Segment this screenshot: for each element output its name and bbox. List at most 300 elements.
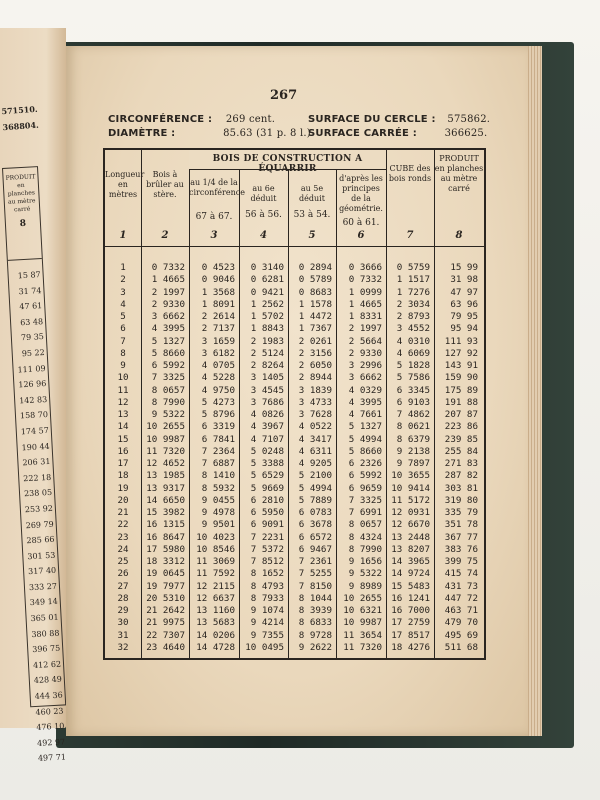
col-header-1: Longueur en mètres <box>105 170 145 199</box>
table-cell: 5 6529 <box>250 470 284 482</box>
table-cell: 32 <box>117 641 129 653</box>
table-cell: 4 3995 <box>151 323 185 335</box>
table-cell: 5 <box>120 311 126 322</box>
table-cell: 3 1405 <box>250 372 284 384</box>
table-cell: 5 3388 <box>250 458 284 469</box>
table-cell: 3 7628 <box>298 409 332 420</box>
table-cell: 13 2448 <box>391 531 430 543</box>
table-cell: 6 <box>120 323 126 335</box>
table-cell: 11 7592 <box>196 568 235 580</box>
rows-col-8 <box>434 262 478 654</box>
table-cell: 27 <box>117 580 129 592</box>
table-cell: 19 <box>117 482 129 494</box>
table-cell: 19 0645 <box>146 568 185 580</box>
circumference-value: 269 cent. <box>225 114 276 125</box>
left-page-table <box>2 166 67 764</box>
table-cell: 11 7320 <box>146 445 185 457</box>
left-row: 142 83 <box>18 394 48 406</box>
table-cell: 9 5322 <box>151 409 185 420</box>
table-cell: 351 78 <box>444 519 478 531</box>
table-cell: 10 8546 <box>196 543 235 555</box>
rows-col-7 <box>386 262 430 654</box>
table-cell: 2 3156 <box>298 347 332 359</box>
table-cell: 2 7137 <box>201 323 235 335</box>
table-cell: 2 3034 <box>396 298 430 310</box>
table-cell: 447 72 <box>444 592 478 604</box>
square-surface-value: 366625. <box>444 128 488 139</box>
table-cell: 127 92 <box>444 347 478 359</box>
table-cell: 6 9103 <box>396 396 430 408</box>
col-header-8: PRODUIT en planches au mètre carré <box>434 154 484 193</box>
table-cell: 5 1327 <box>151 335 185 347</box>
diameter-line <box>108 128 311 139</box>
table-cell: 143 91 <box>444 360 478 371</box>
table-cell: 16 8647 <box>146 531 185 543</box>
table-cell: 8 4324 <box>348 531 382 543</box>
table-cell: 335 79 <box>444 507 478 518</box>
table-cell: 5 8660 <box>348 445 382 457</box>
col-number-3: 3 <box>210 230 218 241</box>
col-number-4: 4 <box>260 230 267 241</box>
cubage-table <box>103 148 486 660</box>
table-cell: 6 5992 <box>151 360 185 371</box>
col-number-5: 5 <box>308 230 316 241</box>
table-cell: 31 98 <box>450 274 478 286</box>
left-row: 476 10 <box>36 721 65 733</box>
table-cell: 2 9330 <box>151 298 185 310</box>
left-row: 497 71 <box>37 752 67 764</box>
table-cell: 479 70 <box>444 617 478 629</box>
table-cell: 6 3678 <box>298 519 332 531</box>
col-number-7: 7 <box>406 230 414 241</box>
col-number-8: 8 <box>455 230 463 241</box>
left-column-number: 8 <box>19 218 27 230</box>
table-cell: 7 8150 <box>298 580 332 592</box>
col-sub-3: 67 à 67. <box>195 212 233 222</box>
table-cell: 13 9317 <box>146 482 185 494</box>
table-cell: 287 82 <box>444 470 478 482</box>
col-header-5: au 5e déduit <box>299 184 325 203</box>
table-cell: 13 8207 <box>391 543 430 555</box>
table-cell: 6 3345 <box>396 384 430 396</box>
left-top-value: 368804. <box>2 119 40 133</box>
table-cell: 7 8512 <box>250 556 284 567</box>
rows-col-4 <box>239 262 284 654</box>
left-row: 111 09 <box>17 363 46 375</box>
left-row: 349 14 <box>29 597 59 608</box>
group-header: BOIS DE CONSTRUCTION A ÉQUARRIR <box>212 154 363 174</box>
table-cell: 6 2326 <box>348 458 382 469</box>
left-row: 95 22 <box>21 347 45 359</box>
table-cell: 5 7586 <box>396 372 430 384</box>
table-cell: 0 5789 <box>298 274 332 286</box>
table-cell: 5 2100 <box>298 470 332 482</box>
table-cell: 1 5702 <box>250 311 284 322</box>
table-cell: 0 9046 <box>201 274 235 286</box>
left-row: 174 57 <box>20 425 50 437</box>
table-cell: 3 7686 <box>250 396 284 408</box>
table-cell: 18 3312 <box>146 556 185 567</box>
table-cell: 63 96 <box>450 298 478 310</box>
table-cell: 3 6182 <box>201 347 235 359</box>
table-cell: 5 1327 <box>348 421 382 433</box>
table-cell: 9 7355 <box>250 629 284 641</box>
left-row: 79 35 <box>20 332 45 343</box>
table-cell: 0 4523 <box>201 262 235 273</box>
table-cell: 23 4640 <box>146 641 185 653</box>
table-cell: 2 5124 <box>250 347 284 359</box>
table-cell: 5 4273 <box>201 396 235 408</box>
circumference-label: CIRCONFÉRENCE : <box>108 114 213 125</box>
table-cell: 10 2655 <box>146 421 185 433</box>
left-column-header: PRODUIT en planches au mètre carré 8 <box>3 167 42 261</box>
square-surface-label: SURFACE CARRÉE : <box>308 128 417 139</box>
table-cell: 0 3666 <box>348 262 382 273</box>
table-cell: 415 74 <box>444 568 478 580</box>
table-cell: 11 5172 <box>391 494 430 506</box>
table-cell: 4 0522 <box>298 421 332 433</box>
table-cell: 0 8683 <box>298 286 332 298</box>
left-row: 126 96 <box>18 379 47 390</box>
group-header-cell <box>189 150 386 174</box>
table-cell: 4 6311 <box>298 445 332 457</box>
table-cell: 18 4276 <box>391 641 430 653</box>
table-cell: 4 7661 <box>348 409 382 420</box>
left-row: 206 31 <box>22 456 51 468</box>
table-cell: 20 5310 <box>146 592 185 604</box>
table-cell: 29 <box>117 605 129 616</box>
table-cell: 7 5372 <box>250 543 284 555</box>
table-cell: 21 2642 <box>146 605 185 616</box>
left-row: 47 61 <box>19 301 43 312</box>
table-cell: 5 1828 <box>396 360 430 371</box>
table-cell: 1 2562 <box>250 298 284 310</box>
table-cell: 24 <box>117 543 129 555</box>
table-cell: 2 6050 <box>298 360 332 371</box>
table-cell: 14 9724 <box>391 568 430 580</box>
table-cell: 18 <box>117 470 129 482</box>
table-cell: 12 4652 <box>146 458 185 469</box>
left-row: 190 44 <box>21 441 50 452</box>
table-cell: 1 1578 <box>298 298 332 310</box>
table-cell: 6 0783 <box>298 507 332 518</box>
table-cell: 159 90 <box>444 372 478 384</box>
table-cell: 11 3069 <box>196 556 235 567</box>
table-cell: 8 <box>120 347 126 359</box>
table-cell: 10 9987 <box>343 617 382 629</box>
table-cell: 8 0657 <box>151 384 185 396</box>
table-cell: 1 1517 <box>396 274 430 286</box>
table-cell: 2 8944 <box>298 372 332 384</box>
table-cell: 12 0931 <box>391 507 430 518</box>
table-cell: 7 5255 <box>298 568 332 580</box>
rows-col-2 <box>141 262 185 654</box>
col-header-6: d'après les principes de la géométrie. <box>339 174 383 213</box>
table-cell: 8 4793 <box>250 580 284 592</box>
table-cell: 6 9659 <box>348 482 382 494</box>
table-cell: 14 6650 <box>146 494 185 506</box>
table-cell: 47 97 <box>450 286 478 298</box>
table-cell: 8 3939 <box>298 605 332 616</box>
table-cell: 26 <box>117 568 129 580</box>
left-row: 412 62 <box>32 659 62 670</box>
table-cell: 13 <box>117 409 129 420</box>
table-cell: 4 3417 <box>298 433 332 445</box>
left-row: 396 75 <box>32 643 61 655</box>
table-cell: 14 4728 <box>196 641 235 653</box>
table-cell: 5 7889 <box>298 494 332 506</box>
diameter-value: 85.63 (31 p. 8 l.) <box>223 128 311 139</box>
table-cell: 0 9421 <box>250 286 284 298</box>
table-cell: 3 6662 <box>151 311 185 322</box>
table-cell: 8 1044 <box>298 592 332 604</box>
table-cell: 4 3995 <box>348 396 382 408</box>
table-cell: 95 94 <box>450 323 478 335</box>
left-row: 158 70 <box>19 410 49 421</box>
table-cell: 1 7367 <box>298 323 332 335</box>
table-cell: 175 89 <box>444 384 478 396</box>
col-sub-5: 53 à 54. <box>293 210 331 220</box>
table-cell: 2 9330 <box>348 347 382 359</box>
table-cell: 11 <box>117 384 129 396</box>
table-cell: 5 4994 <box>298 482 332 494</box>
table-cell: 4 9205 <box>298 458 332 469</box>
left-row: 222 18 <box>23 472 52 484</box>
table-cell: 1 0999 <box>348 286 382 298</box>
table-cell: 191 88 <box>444 396 478 408</box>
table-cell: 15 3982 <box>146 507 185 518</box>
table-cell: 6 2810 <box>250 494 284 506</box>
table-cell: 10 4023 <box>196 531 235 543</box>
table-cell: 17 5980 <box>146 543 185 555</box>
table-cell: 9 <box>120 360 126 371</box>
table-cell: 8 6379 <box>396 433 430 445</box>
table-cell: 3 4552 <box>396 323 430 335</box>
table-cell: 463 71 <box>444 605 478 616</box>
col-sub-4: 56 à 56. <box>245 210 282 220</box>
table-cell: 17 8517 <box>391 629 430 641</box>
table-cell: 7 2231 <box>250 531 284 543</box>
circle-surface-label: SURFACE DU CERCLE : <box>308 114 436 125</box>
table-cell: 9 8989 <box>348 580 382 592</box>
table-cell: 13 1160 <box>196 605 235 616</box>
table-cell: 2 5664 <box>348 335 382 347</box>
circle-surface-line <box>308 114 490 125</box>
rows-col-1 <box>105 262 141 654</box>
table-cell: 223 86 <box>444 421 478 433</box>
table-cell: 3 1839 <box>298 384 332 396</box>
table-cell: 4 0329 <box>348 384 382 396</box>
left-row: 301 53 <box>27 550 56 561</box>
table-cell: 1 8331 <box>348 311 382 322</box>
col-number-6: 6 <box>357 230 365 241</box>
table-cell: 7 4862 <box>396 409 430 420</box>
table-cell: 9 0455 <box>201 494 235 506</box>
table-cell: 0 7332 <box>348 274 382 286</box>
table-cell: 6 6572 <box>298 531 332 543</box>
col-number-1: 1 <box>119 230 127 241</box>
table-cell: 4 7107 <box>250 433 284 445</box>
table-cell: 8 6833 <box>298 617 332 629</box>
table-cell: 7 2364 <box>201 445 235 457</box>
col-header-7: CUBE des bois ronds <box>388 164 432 183</box>
table-cell: 367 77 <box>444 531 478 543</box>
table-cell: 511 68 <box>444 641 478 653</box>
table-cell: 1 4665 <box>151 274 185 286</box>
left-page-top-values <box>1 101 39 135</box>
table-cell: 9 9501 <box>201 519 235 531</box>
left-row: 333 27 <box>28 581 58 593</box>
table-cell: 6 9091 <box>250 519 284 531</box>
table-cell: 4 3967 <box>250 421 284 433</box>
table-cell: 7 3325 <box>348 494 382 506</box>
table-cell: 10 9987 <box>146 433 185 445</box>
rows-col-3 <box>189 262 235 654</box>
left-row: 492 97 <box>36 737 66 748</box>
table-cell: 14 <box>117 421 129 433</box>
table-cell: 5 9669 <box>250 482 284 494</box>
table-cell: 9 1074 <box>250 605 284 616</box>
table-cell: 10 3655 <box>391 470 430 482</box>
table-cell: 11 7320 <box>343 641 382 653</box>
table-cell: 31 <box>117 629 129 641</box>
table-cell: 0 6281 <box>250 274 284 286</box>
table-cell: 1 <box>120 262 126 273</box>
left-row: 317 40 <box>27 566 57 577</box>
table-cell: 1 3568 <box>201 286 235 298</box>
table-cell: 4 0705 <box>201 360 235 371</box>
table-cell: 3 4545 <box>250 384 284 396</box>
table-cell: 12 2115 <box>196 580 235 592</box>
table-cell: 495 69 <box>444 629 478 641</box>
table-cell: 14 3965 <box>391 556 430 567</box>
table-cell: 7 6991 <box>348 507 382 518</box>
table-cell: 16 1241 <box>391 592 430 604</box>
table-cell: 4 6069 <box>396 347 430 359</box>
table-cell: 8 7933 <box>250 592 284 604</box>
table-cell: 9 4214 <box>250 617 284 629</box>
table-cell: 11 3654 <box>343 629 382 641</box>
table-cell: 10 0495 <box>245 641 284 653</box>
table-cell: 1 7276 <box>396 286 430 298</box>
table-cell: 4 5228 <box>201 372 235 384</box>
table-cell: 6 7841 <box>201 433 235 445</box>
left-row: 238 05 <box>23 488 53 499</box>
table-cell: 6 5950 <box>250 507 284 518</box>
table-cell: 8 1652 <box>250 568 284 580</box>
table-cell: 0 5759 <box>396 262 430 273</box>
table-cell: 8 1410 <box>201 470 235 482</box>
table-cell: 30 <box>117 617 129 629</box>
table-cell: 207 87 <box>444 409 478 420</box>
table-cell: 7 6887 <box>201 458 235 469</box>
table-cell: 9 2622 <box>298 641 332 653</box>
header-divider <box>105 246 484 247</box>
table-cell: 3 6662 <box>348 372 382 384</box>
table-cell: 79 95 <box>450 311 478 322</box>
table-cell: 12 6670 <box>391 519 430 531</box>
table-cell: 1 4665 <box>348 298 382 310</box>
table-cell: 9 4978 <box>201 507 235 518</box>
table-cell: 1 4472 <box>298 311 332 322</box>
table-cell: 12 <box>117 396 129 408</box>
table-cell: 2 1997 <box>151 286 185 298</box>
diameter-label: DIAMÈTRE : <box>108 128 176 139</box>
circle-surface-value: 575862. <box>447 114 491 125</box>
table-cell: 7 3325 <box>151 372 185 384</box>
left-row: 31 74 <box>18 285 42 296</box>
table-cell: 2 <box>120 274 126 286</box>
table-cell: 2 1983 <box>250 335 284 347</box>
table-cell: 5 8660 <box>151 347 185 359</box>
table-cell: 15 99 <box>450 262 478 273</box>
table-cell: 9 7897 <box>396 458 430 469</box>
table-cell: 9 1656 <box>348 556 382 567</box>
table-cell: 0 3140 <box>250 262 284 273</box>
table-cell: 3 1659 <box>201 335 235 347</box>
table-cell: 0 2894 <box>298 262 332 273</box>
table-cell: 13 5683 <box>196 617 235 629</box>
left-page <box>0 28 67 764</box>
table-cell: 3 4733 <box>298 396 332 408</box>
col-header-4: au 6e déduit <box>250 184 277 203</box>
table-cell: 9 2138 <box>396 445 430 457</box>
table-cell: 22 7307 <box>146 629 185 641</box>
table-cell: 2 2614 <box>201 311 235 322</box>
left-row: 444 36 <box>34 690 63 702</box>
table-cell: 2 0261 <box>298 335 332 347</box>
table-cell: 8 7990 <box>348 543 382 555</box>
table-cell: 1 8843 <box>250 323 284 335</box>
table-cell: 2 8793 <box>396 311 430 322</box>
table-cell: 303 81 <box>444 482 478 494</box>
table-cell: 4 0826 <box>250 409 284 420</box>
table-cell: 15 <box>117 433 129 445</box>
table-cell: 6 9467 <box>298 543 332 555</box>
left-row: 15 87 <box>17 270 41 281</box>
rows-col-5 <box>288 262 332 654</box>
table-cell: 8 0657 <box>348 519 382 531</box>
table-cell: 10 2655 <box>343 592 382 604</box>
table-cell: 383 76 <box>444 543 478 555</box>
table-cell: 4 <box>120 298 126 310</box>
table-cell: 4 9750 <box>201 384 235 396</box>
table-cell: 28 <box>117 592 129 604</box>
table-cell: 16 <box>117 445 129 457</box>
table-cell: 21 <box>117 507 129 518</box>
table-cell: 15 5483 <box>391 580 430 592</box>
table-cell: 6 3319 <box>201 421 235 433</box>
table-cell: 8 9728 <box>298 629 332 641</box>
table-cell: 5 0248 <box>250 445 284 457</box>
table-cell: 23 <box>117 531 129 543</box>
table-cell: 271 83 <box>444 458 478 469</box>
left-row: 285 66 <box>26 534 55 546</box>
table-cell: 9 5322 <box>348 568 382 580</box>
square-surface-line <box>308 128 487 139</box>
table-cell: 10 6321 <box>343 605 382 616</box>
table-cell: 17 <box>117 458 129 469</box>
col-number-2: 2 <box>161 230 169 241</box>
table-cell: 111 93 <box>444 335 478 347</box>
table-cell: 19 7977 <box>146 580 185 592</box>
table-cell: 3 2996 <box>348 360 382 371</box>
table-cell: 25 <box>117 556 129 567</box>
table-cell: 8 7990 <box>151 396 185 408</box>
table-cell: 319 80 <box>444 494 478 506</box>
table-cell: 21 9975 <box>146 617 185 629</box>
left-row: 460 23 <box>35 706 64 717</box>
